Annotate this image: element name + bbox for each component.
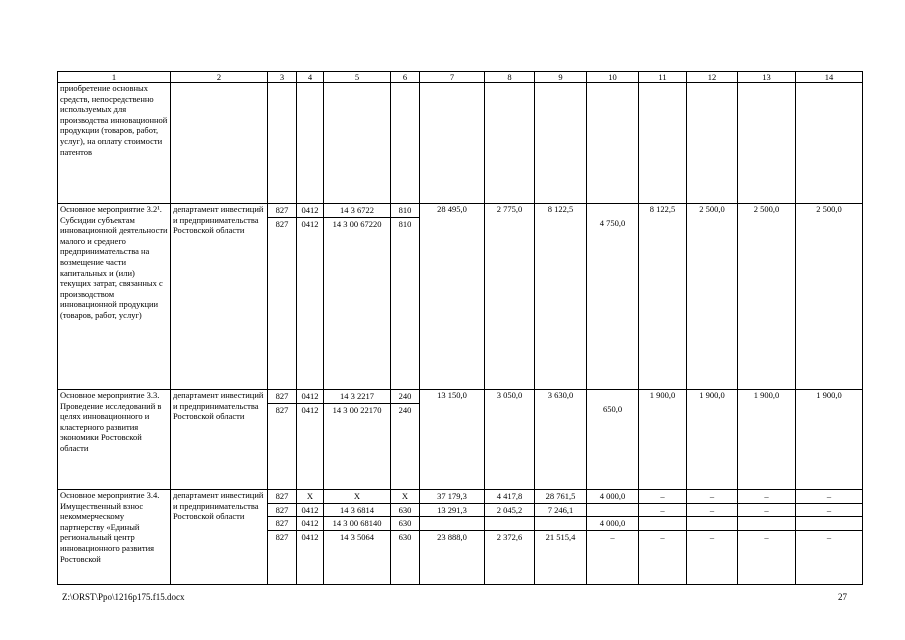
- amount-cell: 13 150,0: [420, 390, 485, 490]
- amount-cell: [639, 517, 686, 531]
- csr-code: 14 3 00 67220: [332, 218, 382, 229]
- amount-cell: 28 495,0: [420, 204, 485, 390]
- amount-cell: 13 291,3: [420, 504, 484, 518]
- table-row: [58, 83, 863, 204]
- amount-cell: 2 500,0: [738, 204, 796, 390]
- header-cell: 12: [687, 72, 738, 83]
- amount-cell: 28 761,5: [535, 490, 586, 504]
- amount-cell: [535, 517, 586, 531]
- amount-cell: –: [709, 531, 715, 542]
- amount-cell: 1 900,0: [738, 390, 796, 490]
- amount-cell: 21 515,4: [545, 531, 576, 542]
- header-cell: 1: [58, 72, 171, 83]
- amount-cell: [796, 517, 862, 531]
- vr-code: 630: [398, 531, 412, 542]
- table-row: [58, 390, 863, 490]
- page-number: 27: [838, 592, 847, 602]
- file-path-footer: Z:\ORST\Ppo\1216p175.f15.docx: [62, 592, 185, 602]
- header-cell: 10: [587, 72, 639, 83]
- header-cell: 3: [268, 72, 297, 83]
- amount-cell: 1 900,0: [796, 390, 863, 490]
- amount-cell: –: [687, 490, 737, 504]
- csr-code: 14 3 2217: [324, 390, 390, 404]
- amount-cell: 23 888,0: [437, 531, 467, 542]
- header-cell: 4: [297, 72, 324, 83]
- vr-code: 240: [391, 390, 419, 404]
- amount-cell: 650,0: [602, 403, 623, 414]
- amount-cell: 3 050,0: [485, 390, 535, 490]
- header-cell: 7: [420, 72, 485, 83]
- header-cell: 11: [639, 72, 687, 83]
- amount-cell: –: [610, 531, 615, 542]
- amount-cell: –: [738, 504, 795, 518]
- rzpr-code: 0412: [301, 218, 319, 229]
- executor-cell: департамент инвестиций и предпринимательства Ростовской области: [171, 390, 268, 490]
- amount-cell: 1 900,0: [687, 390, 738, 490]
- grbs-code: 827: [268, 517, 296, 531]
- amount-cell: –: [738, 490, 795, 504]
- vr-code: 810: [391, 204, 419, 218]
- csr-code: 14 3 6814: [324, 504, 390, 518]
- amount-cell: 3 630,0: [535, 390, 587, 490]
- grbs-code: 827: [268, 490, 296, 504]
- header-cell: 8: [485, 72, 535, 83]
- rzpr-code: Х: [297, 490, 323, 504]
- amount-cell: –: [660, 531, 665, 542]
- rzpr-code: 0412: [301, 404, 319, 415]
- amount-cell: –: [796, 504, 862, 518]
- amount-cell: [587, 504, 638, 518]
- amount-cell: –: [796, 490, 862, 504]
- executor-cell: департамент инвестиций и предпринимательства Ростовской области: [171, 204, 268, 390]
- grbs-code: 827: [275, 531, 289, 542]
- amount-cell: –: [639, 504, 686, 518]
- csr-code: Х: [324, 490, 390, 504]
- amount-cell: 2 500,0: [796, 204, 863, 390]
- rzpr-code: 0412: [297, 517, 323, 531]
- amount-cell: 1 900,0: [639, 390, 687, 490]
- amount-cell: 8 122,5: [535, 204, 587, 390]
- executor-cell: департамент инвестиций и предпринимательства Ростовской области: [171, 490, 268, 585]
- grbs-code: 827: [268, 204, 296, 218]
- table-row: [58, 204, 863, 390]
- amount-cell: 8 122,5: [639, 204, 687, 390]
- activity-name-cell: Основное мероприятие 3.3. Проведение исследований в целях инновационного и кластерного развития экономики Ростовской области: [58, 390, 171, 490]
- amount-cell: 4 750,0: [599, 217, 626, 228]
- header-cell: 13: [738, 72, 796, 83]
- csr-code: 14 3 5064: [340, 531, 374, 542]
- csr-code: 14 3 00 68140: [324, 517, 390, 531]
- amount-cell: [738, 517, 795, 531]
- amount-cell: –: [764, 531, 769, 542]
- vr-code: 630: [391, 517, 419, 531]
- rzpr-code: 0412: [301, 531, 319, 542]
- header-cell: 6: [391, 72, 420, 83]
- activity-name-cell: Основное мероприятие 3.4. Имущественный взнос некоммерческому партнерству «Единый региональный центр инновационного развития Ростовской: [58, 490, 171, 585]
- csr-code: 14 3 6722: [324, 204, 390, 218]
- rzpr-code: 0412: [297, 390, 323, 404]
- amount-cell: 7 246,1: [535, 504, 586, 518]
- table-row: [58, 490, 863, 585]
- grbs-code: 827: [275, 218, 289, 229]
- grbs-code: 827: [275, 404, 289, 415]
- amount-cell: 2 045,2: [485, 504, 534, 518]
- rzpr-code: 0412: [297, 504, 323, 518]
- amount-cell: –: [826, 531, 832, 542]
- amount-cell: 4 417,8: [485, 490, 534, 504]
- header-row: [58, 72, 863, 83]
- header-cell: 14: [796, 72, 863, 83]
- budget-table: [57, 71, 863, 585]
- rzpr-code: 0412: [297, 204, 323, 218]
- activity-name-cell: Основное мероприятие 3.2¹. Субсидии субъектам инновационной деятельности малого и среднего предпринимательства на возмещение части капитальных и (или) текущих затрат, связанных с производством инновационной продукции (товаров, работ, услуг): [58, 204, 171, 390]
- header-cell: 5: [324, 72, 391, 83]
- amount-cell: [485, 517, 534, 531]
- header-cell: 2: [171, 72, 268, 83]
- amount-cell: 2 775,0: [485, 204, 535, 390]
- grbs-code: 827: [268, 390, 296, 404]
- vr-code: 630: [391, 504, 419, 518]
- vr-code: 810: [398, 218, 412, 229]
- amount-cell: –: [639, 490, 686, 504]
- amount-cell: 4 000,0: [587, 490, 638, 504]
- amount-cell: –: [687, 504, 737, 518]
- activity-name-cell: приобретение основных средств, непосредственно используемых для производства инновационной продукции (товаров, работ, услуг), на оплату стоимости патентов: [58, 83, 171, 204]
- amount-cell: [420, 517, 484, 531]
- amount-cell: [687, 517, 737, 531]
- vr-code: 240: [398, 404, 412, 415]
- amount-cell: 37 179,3: [420, 490, 484, 504]
- vr-code: Х: [391, 490, 419, 504]
- amount-cell: 4 000,0: [587, 517, 638, 531]
- header-cell: 9: [535, 72, 587, 83]
- amount-cell: 2 372,6: [496, 531, 523, 542]
- grbs-code: 827: [268, 504, 296, 518]
- csr-code: 14 3 00 22170: [332, 404, 382, 415]
- amount-cell: 2 500,0: [687, 204, 738, 390]
